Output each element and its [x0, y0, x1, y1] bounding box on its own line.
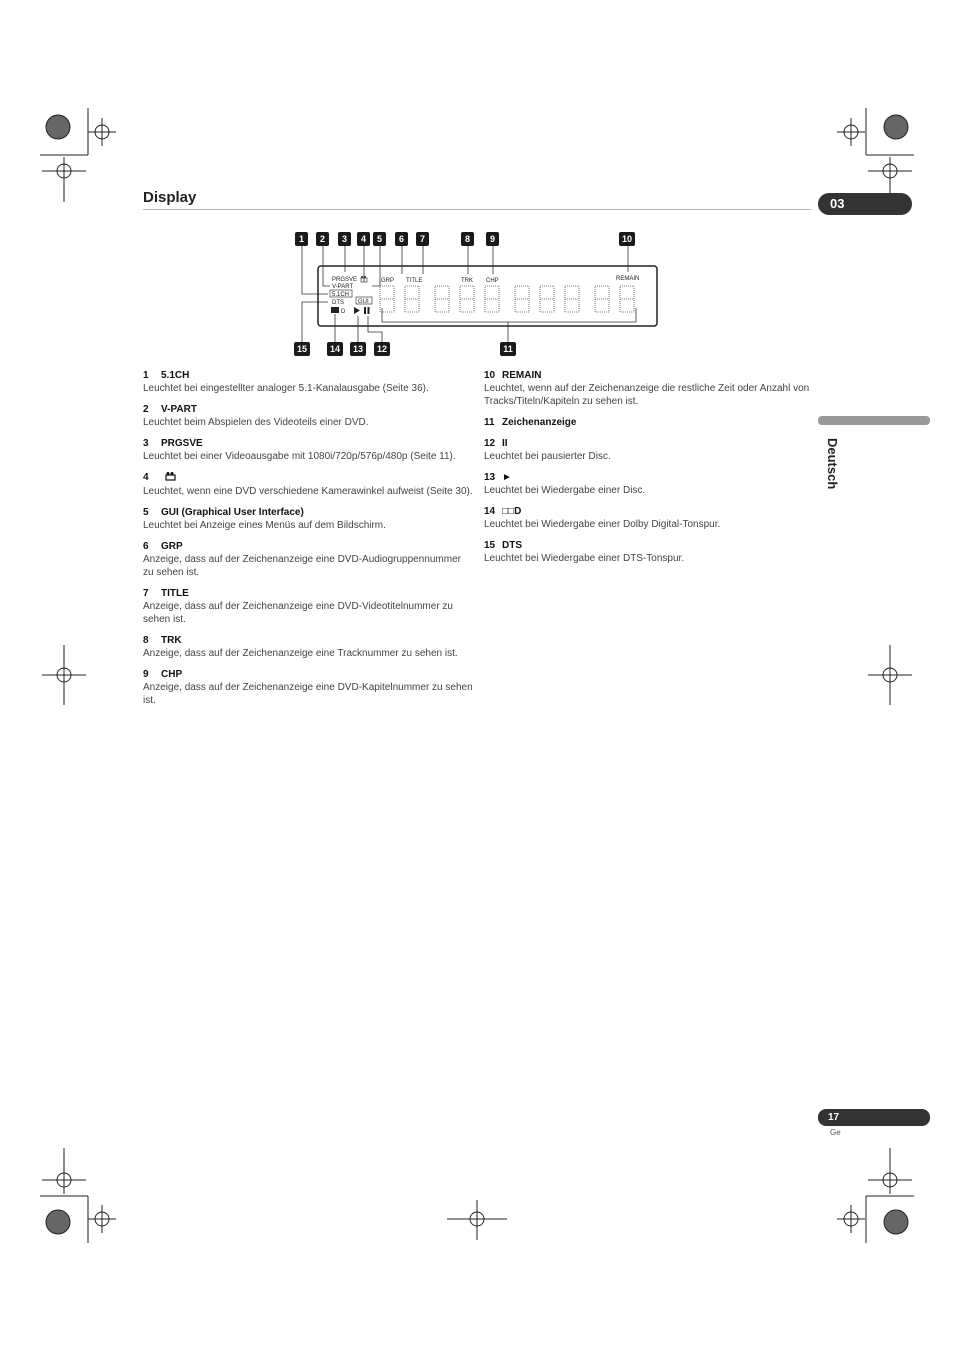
lcd-title-label: TITLE: [406, 278, 423, 284]
language-code: Ge: [830, 1128, 841, 1137]
legend-item-label: DTS: [502, 540, 522, 551]
legend-item-label: ►: [502, 472, 512, 483]
lcd-dolby-d-label: D: [341, 309, 346, 315]
legend-item-heading: [484, 437, 814, 450]
legend-item: [143, 634, 473, 660]
display-figure: [290, 228, 670, 360]
legend-item-description: Anzeige, dass auf der Zeichenanzeige eine Tracknummer zu sehen ist.: [143, 648, 458, 659]
legend-item-label: Zeichenanzeige: [502, 417, 577, 428]
legend-item: [484, 369, 814, 408]
legend-item: [143, 437, 473, 463]
legend-item: [143, 471, 473, 498]
legend-item: [484, 416, 814, 429]
callout-14: 14: [327, 342, 343, 356]
section-title: Display: [143, 189, 197, 206]
language-tab-bar: [818, 416, 930, 425]
language-tab: [808, 438, 848, 518]
legend-item: [484, 539, 814, 565]
legend-item-number: 9: [143, 669, 149, 680]
callout-7: 7: [416, 232, 429, 246]
legend-item-description: Leuchtet, wenn auf der Zeichenanzeige die restliche Zeit oder Anzahl von Tracks/Titeln/Kapiteln zu sehen ist.: [484, 383, 810, 407]
legend-item-heading: [484, 471, 814, 484]
character-display: [380, 286, 634, 312]
legend-item-description: Leuchtet, wenn eine DVD verschiedene Kamerawinkel aufweist (Seite 30).: [143, 486, 473, 497]
legend-item-number: 7: [143, 588, 149, 599]
legend-item: [484, 471, 814, 497]
legend-item-description: Leuchtet bei eingestellter analoger 5.1-Kanalausgabe (Seite 36).: [143, 383, 429, 394]
legend-item-label: TITLE: [161, 588, 189, 599]
legend-item-label: GRP: [161, 541, 183, 552]
legend-item-description: Leuchtet bei pausierter Disc.: [484, 451, 611, 462]
callout-8: 8: [461, 232, 474, 246]
legend-item-number: 13: [484, 472, 496, 483]
lcd-vpart-label: V-PART: [332, 284, 354, 290]
legend-item-description: Leuchtet beim Abspielen des Videoteils einer DVD.: [143, 417, 369, 428]
legend-item-number: 11: [484, 417, 495, 428]
page-number: 17: [828, 1112, 840, 1123]
legend-item-description: Anzeige, dass auf der Zeichenanzeige eine DVD-Videotitelnummer zu sehen ist.: [143, 601, 453, 625]
legend-item-number: 1: [143, 370, 149, 381]
legend-item-number: 15: [484, 540, 496, 551]
legend-item: [143, 403, 473, 429]
language-label: Deutsch: [825, 438, 840, 490]
header-divider: [143, 209, 811, 210]
callout-9: 9: [486, 232, 499, 246]
legend-item-number: 8: [143, 635, 149, 646]
legend-item-description: Leuchtet bei einer Videoausgabe mit 1080i/720p/576p/480p (Seite 11).: [143, 451, 456, 462]
legend-item: [143, 506, 473, 532]
legend-item-label: REMAIN: [502, 370, 542, 381]
legend-item-label: TRK: [161, 635, 182, 646]
callout-2: 2: [316, 232, 329, 246]
legend-item: [143, 540, 473, 579]
legend-item-label: GUI (Graphical User Interface): [161, 507, 304, 518]
legend-item-number: 6: [143, 541, 149, 552]
legend-item-label: CHP: [161, 669, 183, 680]
lcd-display-diagram: [290, 228, 670, 360]
play-icon: [354, 307, 360, 314]
callout-10: 10: [619, 232, 635, 246]
legend-item-description: Leuchtet bei Wiedergabe einer Dolby Digital-Tonspur.: [484, 519, 721, 530]
legend-item-label: □□D: [502, 506, 522, 517]
legend-item: [143, 369, 473, 395]
lcd-dts-label: DTS: [332, 300, 344, 306]
legend-item: [143, 587, 473, 626]
legend-item-number: 12: [484, 438, 496, 449]
callout-4: 4: [357, 232, 370, 246]
chapter-badge: 03: [818, 193, 912, 215]
callout-12: 12: [374, 342, 390, 356]
legend-item-description: Leuchtet bei Wiedergabe einer DTS-Tonspur.: [484, 553, 685, 564]
legend-item-heading: [143, 471, 473, 485]
legend-item-description: Anzeige, dass auf der Zeichenanzeige eine DVD-Kapitelnummer zu sehen ist.: [143, 682, 473, 706]
legend-item-number: 2: [143, 404, 149, 415]
legend-item-number: 10: [484, 370, 496, 381]
lcd-chp-label: CHP: [486, 278, 499, 284]
page-number-bar: [818, 1109, 930, 1126]
legend-item-heading: [484, 416, 814, 429]
legend-item-label: 5.1CH: [161, 370, 190, 381]
legend-item-heading: [143, 437, 473, 450]
items-right-column: [484, 369, 814, 573]
lcd-remain-label: REMAIN: [616, 276, 640, 282]
lcd-trk-label: TRK: [461, 278, 473, 284]
legend-item-number: 14: [484, 506, 496, 517]
legend-item-label: V-PART: [161, 404, 197, 415]
legend-item-label: PRGSVE: [161, 438, 203, 449]
legend-item-description: Leuchtet bei Anzeige eines Menüs auf dem Bildschirm.: [143, 520, 386, 531]
camera-icon: [165, 471, 177, 485]
lcd-dolby-icon: [331, 307, 339, 313]
legend-item-number: 3: [143, 438, 149, 449]
items-left-column: [143, 369, 473, 715]
lcd-frame: [318, 266, 657, 326]
legend-item: [484, 505, 814, 531]
callout-15: 15: [294, 342, 310, 356]
legend-item-heading: [143, 587, 473, 600]
legend-item-heading: [143, 540, 473, 553]
legend-item: [484, 437, 814, 463]
legend-item-description: Leuchtet bei Wiedergabe einer Disc.: [484, 485, 646, 496]
lcd-gui-label: GUI: [358, 299, 369, 305]
callout-11: 11: [500, 342, 516, 356]
callout-6: 6: [395, 232, 408, 246]
legend-item-heading: [143, 668, 473, 681]
pause-icon: [364, 307, 366, 314]
legend-item: [143, 668, 473, 707]
legend-item-heading: [143, 403, 473, 416]
legend-item-heading: [143, 369, 473, 382]
lcd-grp-label: GRP: [381, 278, 395, 284]
legend-item-heading: [484, 369, 814, 382]
legend-item-heading: [143, 634, 473, 647]
callout-1: 1: [295, 232, 308, 246]
lcd-prgsve-label: PRGSVE: [332, 277, 358, 283]
legend-item-heading: [143, 506, 473, 519]
legend-item-description: Anzeige, dass auf der Zeichenanzeige eine DVD-Audiogruppennummer zu sehen ist.: [143, 554, 461, 578]
legend-item-heading: [484, 539, 814, 552]
legend-item-heading: [484, 505, 814, 518]
legend-item-label: II: [502, 438, 508, 449]
legend-item-number: 4: [143, 472, 149, 483]
lcd-51ch-label: 5.1CH: [332, 292, 350, 298]
callout-5: 5: [373, 232, 386, 246]
legend-item-number: 5: [143, 507, 149, 518]
callout-3: 3: [338, 232, 351, 246]
callout-13: 13: [350, 342, 366, 356]
